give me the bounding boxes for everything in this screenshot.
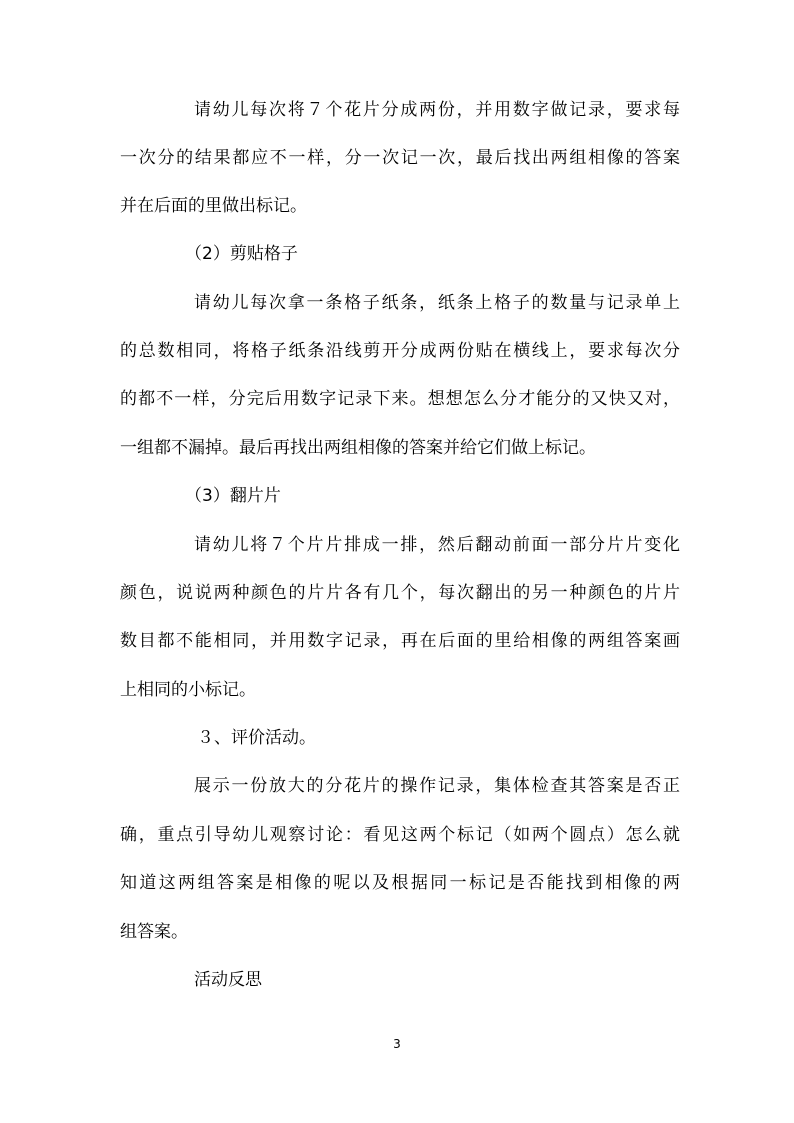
- paragraph-flip-line-1: 请幼儿将７个片片排成一排，然后翻动前面一部分片片变化: [194, 535, 680, 555]
- paragraph-evaluation-line-4: 组答案。: [120, 922, 188, 942]
- paragraph-flower-split-line-3: 并在后面的里做出标记。: [120, 196, 307, 216]
- paragraph-grid-line-2: 的总数相同，将格子纸条沿线剪开分成两份贴在横线上，要求每次分: [120, 341, 680, 361]
- paragraph-flip-line-2: 颜色，说说两种颜色的片片各有几个，每次翻出的另一种颜色的片片: [120, 583, 680, 603]
- paragraph-evaluation-line-1: 展示一份放大的分花片的操作记录，集体检查其答案是否正: [194, 776, 680, 796]
- section-heading-reflection: 活动反思: [194, 970, 262, 990]
- paragraph-flower-split-line-2: 一次分的结果都应不一样，分一次记一次，最后找出两组相像的答案: [120, 148, 680, 168]
- paragraph-evaluation-line-3: 知道这两组答案是相像的呢以及根据同一标记是否能找到相像的两: [120, 873, 680, 893]
- section-heading-evaluation: ３、评价活动。: [197, 728, 316, 748]
- section-heading-cut-paste-grid: （2）剪贴格子: [185, 244, 298, 264]
- paragraph-flip-line-4: 上相同的小标记。: [120, 680, 256, 700]
- paragraph-grid-line-4: 一组都不漏掉。最后再找出两组相像的答案并给它们做上标记。: [120, 438, 596, 458]
- paragraph-flower-split-line-1: 请幼儿每次将７个花片分成两份，并用数字做记录，要求每: [194, 100, 680, 120]
- page-number: 3: [393, 1037, 401, 1051]
- paragraph-flip-line-3: 数目都不能相同，并用数字记录，再在后面的里给相像的两组答案画: [120, 631, 680, 651]
- paragraph-grid-line-3: 的都不一样，分完后用数字记录下来。想想怎么分才能分的又快又对，: [120, 389, 680, 409]
- paragraph-grid-line-1: 请幼儿每次拿一条格子纸条，纸条上格子的数量与记录单上: [194, 293, 680, 313]
- section-heading-flip-pieces: （3）翻片片: [185, 486, 281, 506]
- paragraph-evaluation-line-2: 确，重点引导幼儿观察讨论：看见这两个标记（如两个圆点）怎么就: [120, 825, 680, 845]
